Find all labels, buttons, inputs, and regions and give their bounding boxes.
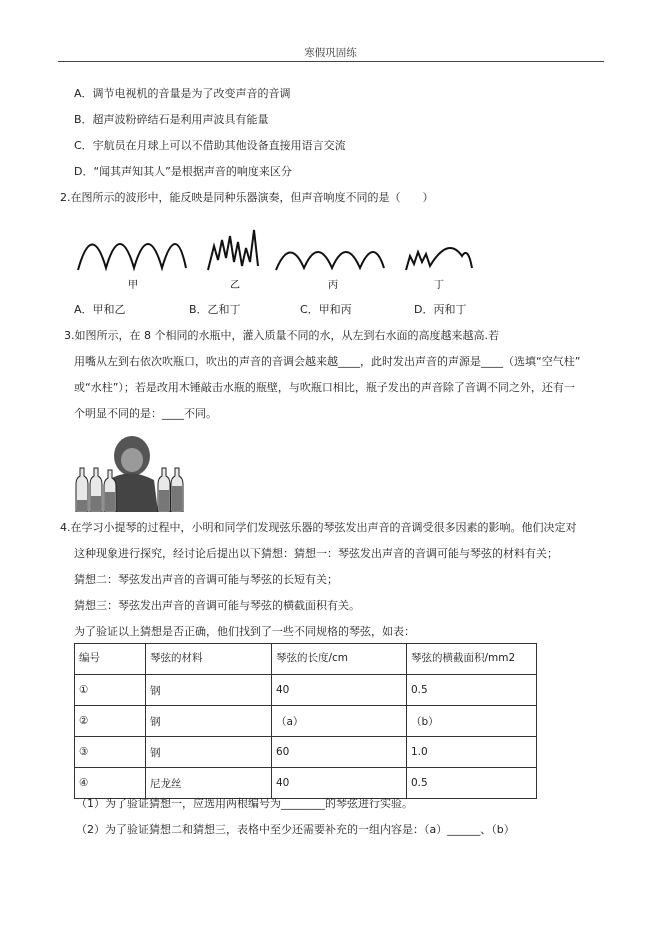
header-divider <box>58 61 604 62</box>
q1-option-b: B．超声波粉碎结石是利用声波具有能量 <box>74 113 269 126</box>
table-cell: 钢 <box>146 706 272 737</box>
q4-line-1: 4.在学习小提琴的过程中，小明和同学们发现弦乐器的琴弦发出声音的音调受很多因素的影响。他们决定对 <box>60 521 577 534</box>
table-header-cell: 琴弦的长度/cm <box>272 644 407 675</box>
q4-line-4: 猜想三：琴弦发出声音的音调可能与琴弦的横截面积有关。 <box>74 599 360 612</box>
table-cell: 0.5 <box>407 768 537 799</box>
q3-line-4: 个明显不同的是：____不同。 <box>74 407 217 420</box>
table-header-cell: 琴弦的横截面积/mm2 <box>407 644 537 675</box>
table-header-cell: 编号 <box>75 644 146 675</box>
table-cell: 40 <box>272 768 407 799</box>
string-spec-table <box>74 643 537 799</box>
q4-sub-question-2: （2）为了验证猜想二和猜想三，表格中至少还需要补充的一组内容是：（a）______、（b） <box>76 823 515 836</box>
table-cell: 钢 <box>146 737 272 768</box>
table-row <box>75 768 537 799</box>
table-cell: ③ <box>75 737 146 768</box>
table-cell: 40 <box>272 675 407 706</box>
wave-label-yi: 乙 <box>230 280 240 291</box>
table-cell: 0.5 <box>407 675 537 706</box>
table-row <box>75 706 537 737</box>
q1-option-c: C．宇航员在月球上可以不借助其他设备直接用语言交流 <box>74 139 346 152</box>
q4-line-5: 为了验证以上猜想是否正确，他们找到了一些不同规格的琴弦，如表： <box>74 625 415 638</box>
wave-label-jia: 甲 <box>128 280 138 291</box>
table-cell: ① <box>75 675 146 706</box>
waveform-jia <box>78 244 186 270</box>
table-row <box>75 675 537 706</box>
q4-line-3: 猜想二：琴弦发出声音的音调可能与琴弦的长短有关； <box>74 573 338 586</box>
waveform-bing <box>276 252 384 270</box>
q2-option-d: D．丙和丁 <box>414 303 467 316</box>
table-cell: 钢 <box>146 675 272 706</box>
bottles-illustration <box>72 428 184 512</box>
waveform-figure <box>72 222 482 292</box>
table-header-cell: 琴弦的材料 <box>146 644 272 675</box>
table-cell: ② <box>75 706 146 737</box>
table-cell: ④ <box>75 768 146 799</box>
page-title: 寒假巩固练 <box>304 47 357 59</box>
q4-line-2: 这种现象进行探究，经讨论后提出以下猜想：猜想一：琴弦发出声音的音调可能与琴弦的材料有关； <box>74 547 558 560</box>
q2-stem: 2.在图所示的波形中，能反映是同种乐器演奏，但声音响度不同的是（ ） <box>60 191 434 204</box>
table-cell: （a） <box>272 706 407 737</box>
table-header-row <box>75 644 537 675</box>
table-cell: 60 <box>272 737 407 768</box>
q1-option-a: A．调节电视机的音量是为了改变声音的音调 <box>74 87 291 100</box>
table-row <box>75 737 537 768</box>
q3-line-2: 用嘴从左到右依次吹瓶口，吹出的声音的音调会越来越____，此时发出声音的声源是____（选填“空气柱” <box>74 355 581 368</box>
q3-line-3: 或“水柱”）；若是改用木锤敲击水瓶的瓶壁，与吹瓶口相比，瓶子发出的声音除了音调不同之外，还有一 <box>74 381 575 394</box>
q1-option-d: D．“闻其声知其人”是根据声音的响度来区分 <box>74 165 292 178</box>
table-cell: （b） <box>407 706 537 737</box>
q2-option-a: A．甲和乙 <box>74 303 126 316</box>
waveform-yi <box>208 230 258 270</box>
wave-label-ding: 丁 <box>434 280 444 291</box>
q3-line-1: 3.如图所示，在 8 个相同的水瓶中，灌入质量不同的水，从左到右水面的高度越来越高.若 <box>64 329 499 342</box>
waveform-ding <box>406 248 472 270</box>
table-cell: 1.0 <box>407 737 537 768</box>
q2-option-c: C．甲和丙 <box>300 303 352 316</box>
q4-sub-question-1: （1）为了验证猜想一，应选用两根编号为________的琴弦进行实验。 <box>76 797 413 810</box>
q2-option-b: B．乙和丁 <box>189 303 241 316</box>
wave-label-bing: 丙 <box>328 280 338 291</box>
table-cell: 尼龙丝 <box>146 768 272 799</box>
